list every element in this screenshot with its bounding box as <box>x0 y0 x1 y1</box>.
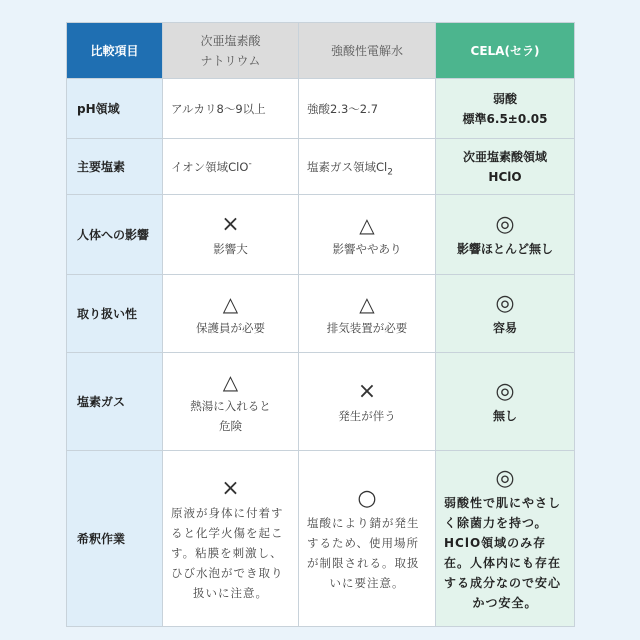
row-label-human-effect: 人体への影響 <box>67 195 163 275</box>
cela-handling-text: 容易 <box>492 320 517 335</box>
cell-cela-handling <box>436 275 575 353</box>
cell-cela-chlorine-gas <box>436 353 575 451</box>
cell-b-dilution-line: いに要注意。 <box>329 575 405 590</box>
cell-b-ph: 強酸2.3〜2.7 <box>299 79 436 139</box>
table-row <box>67 275 575 353</box>
cell-a-chlorine-sup: - <box>248 158 252 169</box>
cell-a-dilution-line: 原液が身体に付着す <box>171 505 284 520</box>
triangle-icon: △ <box>222 291 239 316</box>
cell-b-chlorine <box>299 139 436 195</box>
cela-dilution-line: 在。人体内にも存在 <box>444 555 562 570</box>
cell-a-dilution-line: ると化学火傷を起こ <box>171 525 284 540</box>
cela-chlorine-line2: HClO <box>488 169 522 184</box>
cell-cela-dilution <box>436 451 575 627</box>
header-row <box>67 23 575 79</box>
table-row <box>67 139 575 195</box>
double-circle-icon: ◎ <box>495 378 515 404</box>
cell-a-dilution-line: 扱いに注意。 <box>193 585 268 600</box>
cell-cela-ph <box>436 79 575 139</box>
cela-human-effect-text: 影響ほとんど無し <box>456 241 553 256</box>
row-label-dilution: 希釈作業 <box>67 451 163 627</box>
cross-icon: × <box>221 211 240 237</box>
cela-ph-line2: 標準6.5±0.05 <box>462 111 548 126</box>
cela-dilution-line: する成分なので安心 <box>444 575 562 590</box>
cela-dilution-line: かつ安全。 <box>472 595 538 610</box>
cell-b-chlorine-gas <box>299 353 436 451</box>
cell-cela-chlorine <box>436 139 575 195</box>
table-row <box>67 195 575 275</box>
cell-a-chlorine-gas <box>163 353 299 451</box>
cela-ph-line1: 弱酸 <box>492 91 517 106</box>
cell-b-gas-text: 発生が伴う <box>338 408 396 423</box>
comparison-table <box>66 22 575 627</box>
cell-a-chlorine <box>163 139 299 195</box>
cell-b-dilution <box>299 451 436 627</box>
header-sodium-hypochlorite <box>163 23 299 79</box>
cela-dilution-line: HClO領域のみ存 <box>444 535 547 550</box>
cross-icon: × <box>357 378 377 404</box>
cell-a-chlorine-text: イオン領域ClO <box>171 159 249 174</box>
cell-a-handling <box>163 275 299 353</box>
cell-b-handling <box>299 275 436 353</box>
cela-chlorine-line1: 次亜塩素酸領域 <box>462 149 547 164</box>
row-label-ph: pH領域 <box>67 79 163 139</box>
cell-b-handling-text: 排気装置が必要 <box>326 320 408 335</box>
cell-a-handling-text: 保護員が必要 <box>196 320 265 335</box>
header-item: 比較項目 <box>67 23 163 79</box>
table-row <box>67 353 575 451</box>
cell-a-ph: アルカリ8〜9以上 <box>163 79 299 139</box>
cross-icon: × <box>221 475 240 501</box>
cell-a-dilution-line: ひび水泡ができ取り <box>171 565 284 580</box>
cell-a-gas-line1: 熱湯に入れると <box>190 398 271 413</box>
cell-cela-human-effect <box>436 195 575 275</box>
header-col-a-full <box>0 0 1 1</box>
cell-b-dilution-line: 塩酸により錆が発生 <box>307 515 420 530</box>
cell-b-human-effect <box>299 195 436 275</box>
row-label-chlorine: 主要塩素 <box>67 139 163 195</box>
cell-b-human-effect-text: 影響ややあり <box>332 241 402 256</box>
cell-b-chlorine-sub: 2 <box>387 166 393 177</box>
triangle-icon: △ <box>359 212 375 237</box>
triangle-icon: △ <box>222 369 239 394</box>
cell-a-dilution <box>163 451 299 627</box>
row-label-chlorine-gas: 塩素ガス <box>67 353 163 451</box>
row-label-handling: 取り扱い性 <box>67 275 163 353</box>
double-circle-icon: ◎ <box>495 465 515 491</box>
cela-dilution-line: く除菌力を持つ。 <box>444 515 548 530</box>
cell-b-dilution-line: が制限される。取扱 <box>307 555 420 570</box>
cela-gas-text: 無し <box>492 408 517 423</box>
header-a-line1: 次亜塩素酸 <box>200 33 261 48</box>
header-strong-acid-water: 強酸性電解水 <box>299 23 436 79</box>
cell-a-dilution-line: す。粘膜を刺激し、 <box>171 545 283 560</box>
triangle-icon: △ <box>359 291 375 316</box>
header-a-line2: ナトリウム <box>200 53 261 68</box>
header-cela: CELA(セラ) <box>436 23 575 79</box>
table-row <box>67 79 575 139</box>
circle-icon: ○ <box>357 485 377 511</box>
cell-b-dilution-line: するため、使用場所 <box>307 535 420 550</box>
cell-a-human-effect <box>163 195 299 275</box>
double-circle-icon: ◎ <box>495 211 515 237</box>
cela-dilution-line: 弱酸性で肌にやさし <box>444 495 562 510</box>
cell-a-gas-line2: 危険 <box>219 418 242 433</box>
cell-b-chlorine-text: 塩素ガス領域Cl <box>307 159 388 174</box>
table-row <box>67 451 575 627</box>
double-circle-icon: ◎ <box>495 290 515 316</box>
cell-a-human-effect-text: 影響大 <box>213 241 248 256</box>
